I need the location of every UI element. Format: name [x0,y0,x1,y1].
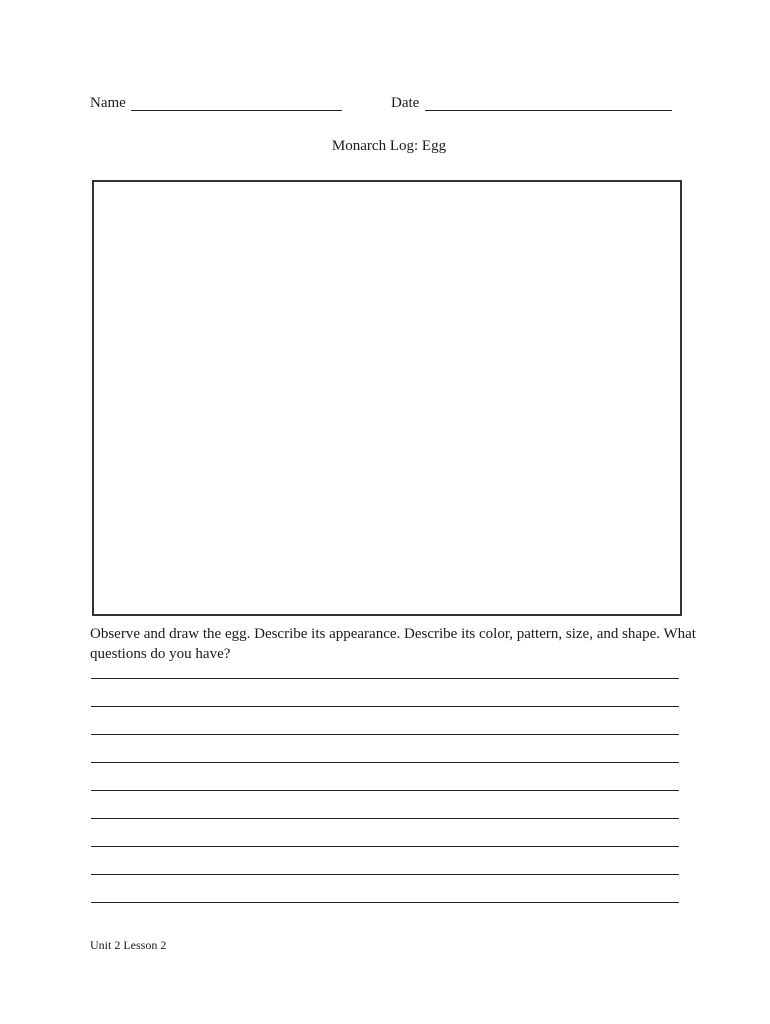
name-field[interactable] [131,110,342,111]
answer-line[interactable] [91,762,679,763]
answer-line[interactable] [91,902,679,903]
date-field[interactable] [425,110,672,111]
drawing-box[interactable] [92,180,682,616]
page-title: Monarch Log: Egg [331,138,447,154]
answer-line[interactable] [91,706,679,707]
date-label: Date [391,95,420,111]
question-prompt: Observe and draw the egg. Describe its appearance. Describe its color, pattern, size, and shape. What questions do you have? [90,626,696,662]
footer-label: Unit 2 Lesson 2 [90,938,167,952]
answer-line[interactable] [91,790,679,791]
answer-line[interactable] [91,874,679,875]
name-label: Name [90,95,126,111]
answer-line[interactable] [91,734,679,735]
answer-line[interactable] [91,678,679,679]
answer-line[interactable] [91,818,679,819]
answer-line[interactable] [91,846,679,847]
